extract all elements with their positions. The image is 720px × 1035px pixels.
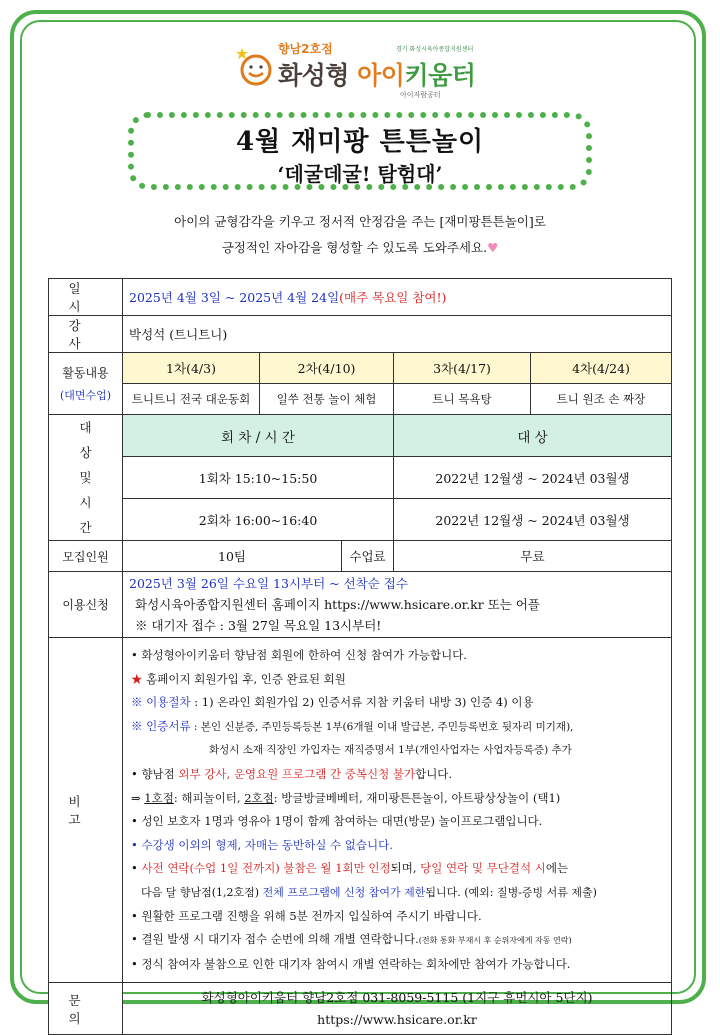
target-label: [49, 415, 123, 541]
target-label-3: 시 간: [79, 495, 104, 535]
note-10: [131, 857, 665, 881]
note-10-e: 에는: [545, 861, 569, 876]
note-11-a: 다음 달 향남점(1,2호점): [141, 885, 263, 899]
contact-content: [123, 983, 672, 1035]
note-4-text: : 본인 신분증, 주민등록등본 1부(6개월 이내 발급본, 주민등록번호 뒷자리 미기재),: [190, 720, 574, 733]
logo-tagline: 아이자람공터: [400, 91, 441, 99]
session-round-4: 4차(4/24): [531, 353, 672, 384]
activity-sublabel: (대면수업): [59, 389, 112, 402]
intro-line-2: [40, 238, 680, 256]
intro-line-1: 아이의 균형감각을 키우고 정서적 안정감을 주는 [재미팡튼튼놀이]로: [174, 214, 546, 229]
capacity-value: 10팀: [123, 541, 342, 572]
fee-label: 수업료: [342, 541, 394, 572]
logo-name-part3: 키움터: [404, 61, 476, 90]
note-2: [131, 668, 665, 692]
note-3-text: : 1) 온라인 회원가입 2) 인증서류 지참 키움터 내방 3) 인증 4) 이용: [190, 695, 534, 710]
contact-url[interactable]: https://www.hsicare.or.kr: [317, 1011, 477, 1027]
note-4: [131, 715, 665, 740]
page-title: 4월 재미팡 튼튼놀이: [235, 127, 485, 157]
instructor-value: 박성석 (트니트니): [123, 316, 672, 353]
info-table: [48, 278, 672, 1035]
note-6: [131, 763, 665, 787]
note-12: • 원활한 프로그램 진행을 위해 5분 전까지 입실하여 주시기 바랍니다.: [131, 908, 482, 923]
target-label-1: 대 상: [79, 420, 104, 460]
logo-name: [278, 56, 475, 92]
session-round-1: 1차(4/3): [123, 353, 260, 384]
date-value: [123, 279, 672, 316]
contact-label: 문 의: [49, 983, 123, 1035]
note-4-head: ※ 인증서류: [131, 718, 191, 733]
note-7-b: : 방글방글베베터, 재미팡튼튼놀이, 아트팡상상놀이 (택1): [273, 790, 561, 805]
time-row-1: 1회차 15:10~15:50: [123, 457, 394, 499]
note-11-c: 됩니다. (예외: 질병-증빙 서류 제출): [425, 885, 597, 899]
intro-line-2-text: 긍정적인 자아감을 형성할 수 있도록 도와주세요.: [221, 240, 488, 255]
note-7-h1: 1호점: [144, 790, 174, 805]
time-row-2: 2회차 16:00~16:40: [123, 499, 394, 541]
heart-icon: ♥: [487, 240, 499, 255]
sun-face-icon: [234, 46, 274, 86]
logo-branch: 향남2호점: [278, 42, 333, 56]
logo-name-part2: 아이: [357, 61, 405, 90]
apply-content: [123, 572, 672, 638]
note-11-b: 전체 프로그램에 신청 참여가 제한: [262, 885, 426, 899]
fee-value: 무료: [394, 541, 672, 572]
instructor-label: 강 사: [49, 316, 123, 353]
notes-content: [123, 638, 672, 983]
target-row-2: 2022년 12월생 ~ 2024년 03월생: [394, 499, 672, 541]
apply-line-2: 화성시육아종합지원센터 홈페이지 https://www.hsicare.or.kr 또는 어플: [135, 597, 540, 612]
notes-label: 비 고: [49, 638, 123, 983]
star-icon: ★: [131, 671, 143, 686]
title-box: [128, 112, 592, 190]
note-6-c: 합니다.: [415, 766, 453, 781]
note-9: • 수강생 이외의 형제, 자매는 동반하실 수 없습니다.: [131, 837, 393, 852]
note-2-text: 홈페이지 회원가입 후, 인증 완료된 회원: [142, 671, 346, 686]
date-label: 일 시: [49, 279, 123, 316]
session-round-2: 2차(4/10): [260, 353, 394, 384]
note-5: 화성시 소재 직장인 가입자는 재직증명서 1부(개인사업자는 사업자등록증) 추가: [209, 744, 572, 757]
session-content-1: 트니트니 전국 대운동회: [123, 384, 260, 415]
session-content-2: 일쑤 전통 놀이 체험: [260, 384, 394, 415]
note-11: [131, 881, 665, 905]
target-header: 대 상: [394, 415, 672, 457]
note-10-d: 당일 연락 및 무단결석 시: [420, 861, 546, 876]
time-header: 회 차 / 시 간: [123, 415, 394, 457]
note-1: • 화성형아이키움터 향남점 회원에 한하여 신청 참여가 가능합니다.: [131, 648, 467, 662]
apply-label: 이용신청: [49, 572, 123, 638]
logo: [234, 34, 494, 106]
note-3: [131, 691, 665, 715]
date-range: 2025년 4월 3일 ~ 2025년 4월 24일: [129, 290, 340, 305]
capacity-label: 모집인원: [49, 541, 123, 572]
note-7: [131, 787, 665, 811]
page-subtitle: ‘데굴데굴! 탐험대’: [277, 162, 443, 186]
arrow-icon: ⇒: [131, 790, 145, 805]
session-round-3: 3차(4/17): [394, 353, 531, 384]
note-13-a: • 결원 발생 시 대기자 접수 순번에 의해 개별 연락합니다.: [131, 932, 419, 947]
note-10-a: •: [131, 861, 142, 876]
note-14: • 정식 참여자 불참으로 인한 대기자 참여시 개별 연락하는 회차에만 참여가 가능합니다.: [131, 956, 571, 971]
target-row-1: 2022년 12월생 ~ 2024년 03월생: [394, 457, 672, 499]
note-3-head: ※ 이용절차: [131, 695, 191, 710]
note-8: • 성인 보호자 1명과 영유아 1명이 함께 참여하는 대면(방문) 놀이프로그램입니다.: [131, 814, 543, 829]
session-content-3: 트니 목욕탕: [394, 384, 531, 415]
note-10-c: 되며,: [390, 861, 421, 876]
note-7-a: : 해피놀이터,: [173, 790, 245, 805]
contact-line-1: 화성형아이키움터 향남2호점 031-8059-5115 (1지구 휴먼시아 5단지): [201, 989, 593, 1005]
apply-line-1: 2025년 3월 26일 수요일 13시부터 ~ 선착순 접수: [129, 576, 408, 591]
note-6-b: 외부 강사, 운영요원 프로그램 간 중복신청 불가: [178, 766, 416, 781]
note-10-b: 사전 연락(수업 1일 전까지) 불참은 월 1회만 인정: [141, 861, 391, 876]
logo-name-part1: 화성형: [278, 61, 358, 90]
apply-line-3: ※ 대기자 접수 : 3월 27일 목요일 13시부터!: [135, 618, 382, 633]
session-content-4: 트니 원조 손 짜장: [531, 384, 672, 415]
note-7-h2: 2호점: [244, 790, 274, 805]
note-13-b: (전화 통화 부재시 후 순위자에게 자동 연락): [418, 936, 572, 946]
target-label-2: 및: [79, 470, 92, 485]
activity-label: [49, 353, 123, 415]
note-6-a: • 향남점: [131, 766, 179, 781]
activity-label-text: 활동내용: [62, 366, 109, 380]
note-13: [131, 928, 665, 953]
logo-partner: 경기 화성시육아종합지원센터: [396, 46, 474, 53]
date-note: (매주 목요일 참여!): [339, 290, 447, 305]
